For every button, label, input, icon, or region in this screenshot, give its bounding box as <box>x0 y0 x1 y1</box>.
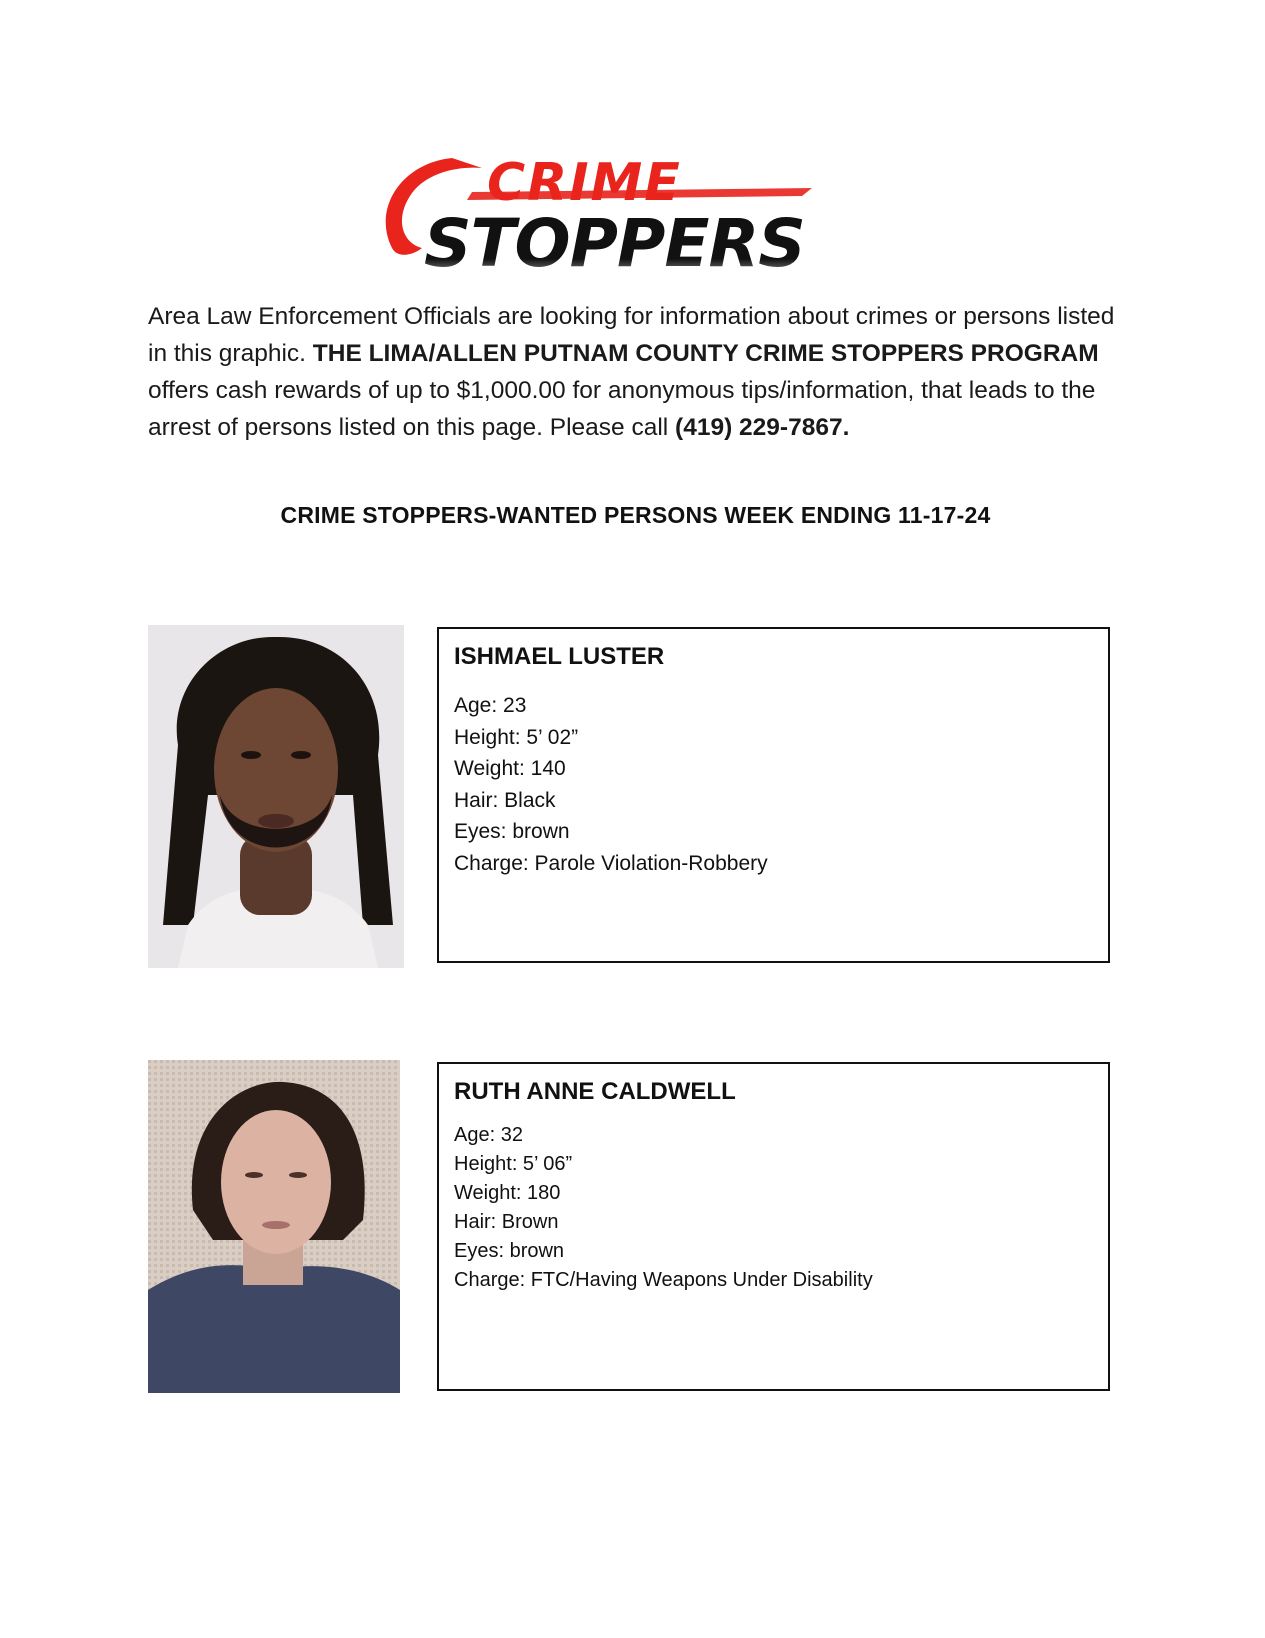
intro-text-1: Area Law Enforcement Officials are looking for information about crimes or persons listed in this graphic. <box>148 303 1115 367</box>
person-card-1 <box>437 627 1110 963</box>
person-weight: Weight: 140 <box>454 757 566 781</box>
person-eyes: Eyes: brown <box>454 820 570 844</box>
person-name: RUTH ANNE CALDWELL <box>454 1078 736 1105</box>
person-card-2 <box>437 1062 1110 1391</box>
person-age: Age: 32 <box>454 1124 523 1146</box>
person-eyes: Eyes: brown <box>454 1240 565 1262</box>
crime-stoppers-logo <box>372 148 842 276</box>
person-charge: Charge: Parole Violation-Robbery <box>454 851 768 875</box>
person-age: Age: 23 <box>454 694 527 717</box>
intro-paragraph <box>148 298 1123 446</box>
person-charge: Charge: FTC/Having Weapons Under Disability <box>454 1269 873 1291</box>
mugshot-photo-2 <box>148 1060 400 1393</box>
logo-top-word: CRIME <box>487 153 682 213</box>
person-height: Height: 5’ 06” <box>454 1153 573 1175</box>
intro-text-2: offers cash rewards of up to $1,000.00 for anonymous tips/information, that leads to the arrest of persons listed on this page. Please call <box>148 377 1096 441</box>
person-weight: Weight: 180 <box>454 1182 561 1204</box>
week-heading: CRIME STOPPERS-WANTED PERSONS WEEK ENDING 11-17-24 <box>280 502 991 528</box>
person-hair: Hair: Brown <box>454 1211 559 1233</box>
mugshot-photo-1 <box>148 625 404 968</box>
logo-bottom-word: STOPPERS <box>424 205 805 276</box>
program-name: THE LIMA/ALLEN PUTNAM COUNTY CRIME STOPPERS PROGRAM <box>312 340 1099 367</box>
person-name: ISHMAEL LUSTER <box>454 643 665 670</box>
phone-number: (419) 229-7867. <box>675 414 850 441</box>
person-height: Height: 5’ 02” <box>454 725 579 749</box>
person-hair: Hair: Black <box>454 788 556 812</box>
